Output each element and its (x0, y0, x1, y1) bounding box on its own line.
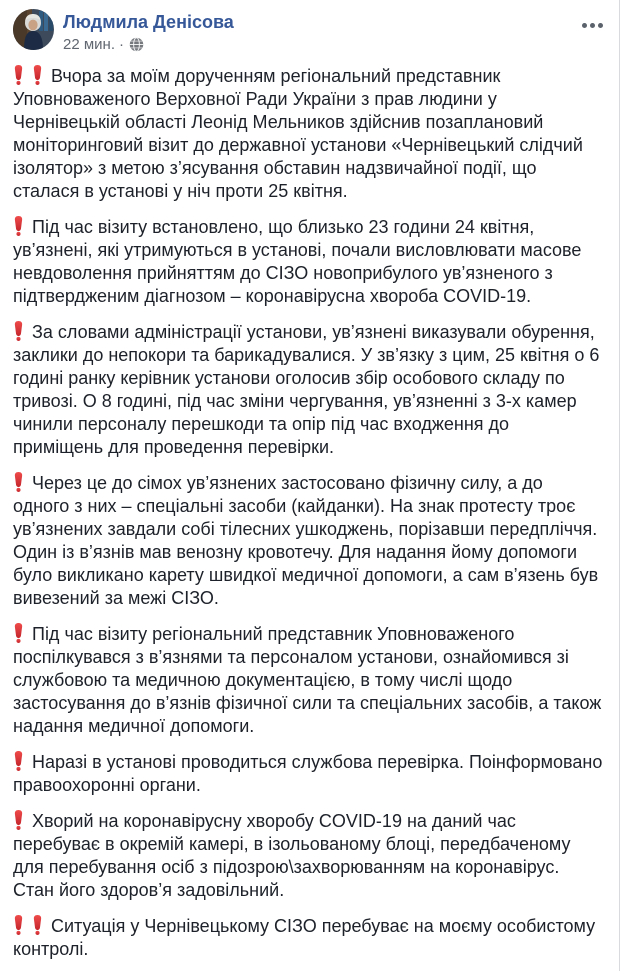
post-paragraph (13, 471, 603, 610)
exclamation-icon (13, 750, 24, 771)
post-header (0, 9, 619, 53)
ellipsis-icon (590, 23, 595, 28)
post-paragraph (13, 64, 603, 203)
exclamation-icon (32, 64, 43, 85)
paragraph-text: Вчора за моїм дорученням регіональний представник Уповноваженого Верховної Ради України з прав людини у Чернівецькій області Леонід Мельников здійснив позаплановий моніторинговий візит до державної установи «Чернівецький слідчий ізолятор» з метою з’ясування обставин надзвичайної події, що сталася в установі у ніч проти 25 квітня. (13, 66, 583, 201)
avatar[interactable] (13, 9, 54, 50)
author-name-link[interactable]: Людмила Денісова (63, 12, 234, 32)
exclamation-icon (13, 320, 24, 341)
meta-separator: · (119, 36, 124, 53)
ellipsis-icon (598, 23, 603, 28)
paragraph-text: За словами адміністрації установи, ув’язнені виказували обурення, заклики до непокори та барикадувалися. У зв’язку з цим, 25 квітня о 6 годині ранку керівник установи оголосив збір особового складу по тривозі. О 8 годині, під час зміни чергування, ув’язненні з 3-х камер чинили персоналу перешкоди та опір під час входження до приміщень для проведення перевірки. (13, 322, 600, 457)
paragraph-text: Під час візиту встановлено, що близько 23 години 24 квітня, ув’язнені, які утримуються в установі, почали висловлювати масове невдоволення прийняттям до СІЗО новоприбулого ув’язненого з підтвердженим діагнозом – коронавірусна хвороба COVID-19. (13, 217, 582, 306)
post-meta-row (63, 36, 576, 53)
post-paragraph (13, 914, 603, 961)
post-paragraph (13, 215, 603, 308)
exclamation-icon (13, 809, 24, 830)
paragraph-text: Хворий на коронавірусну хворобу COVID-19 на даний час перебуває в окремій камері, в ізольованому блоці, передбаченому для перебування осіб з підозрою\захворюванням на коронавірус. Стан його здоров’я задовільний. (13, 811, 571, 900)
post-paragraph (13, 320, 603, 459)
exclamation-icon (13, 471, 24, 492)
header-meta (63, 9, 576, 53)
post-options-button[interactable] (576, 13, 609, 38)
avatar-image (13, 9, 54, 50)
exclamation-icon (32, 914, 43, 935)
post-content (0, 53, 619, 961)
exclamation-icon (13, 215, 24, 236)
globe-icon (129, 37, 144, 52)
ellipsis-icon (582, 23, 587, 28)
exclamation-icon (13, 914, 24, 935)
paragraph-text: Через це до сімох ув’язнених застосовано фізичну силу, а до одного з них – спеціальні засоби (кайданки). На знак протесту троє ув’язнених завдали собі тілесних ушкоджень, порізавши передпліччя. Один із в’язнів мав венозну кровотечу. Для надання йому допомоги було викликано карету швидкої медичної допомоги, а сам в’язень був вивезений за межі СІЗО. (13, 473, 599, 608)
paragraph-text: Під час візиту регіональний представник Уповноваженого поспілкувався з в’язнями та персоналом установи, ознайомився зі службовою та медичною документацією, в тому числі щодо застосування до в’язнів фізичної сили та спеціальних засобів, а також надання медичної допомоги. (13, 624, 602, 736)
exclamation-icon (13, 622, 24, 643)
paragraph-text: Ситуація у Чернівецькому СІЗО перебуває на моєму особистому контролі. (13, 916, 596, 959)
post-paragraph (13, 809, 603, 902)
paragraph-text: Наразі в установі проводиться службова перевірка. Поінформовано правоохоронні органи. (13, 752, 603, 795)
post-paragraph (13, 750, 603, 797)
post-paragraph (13, 622, 603, 738)
timestamp[interactable]: 22 мин. (63, 36, 115, 53)
exclamation-icon (13, 64, 24, 85)
